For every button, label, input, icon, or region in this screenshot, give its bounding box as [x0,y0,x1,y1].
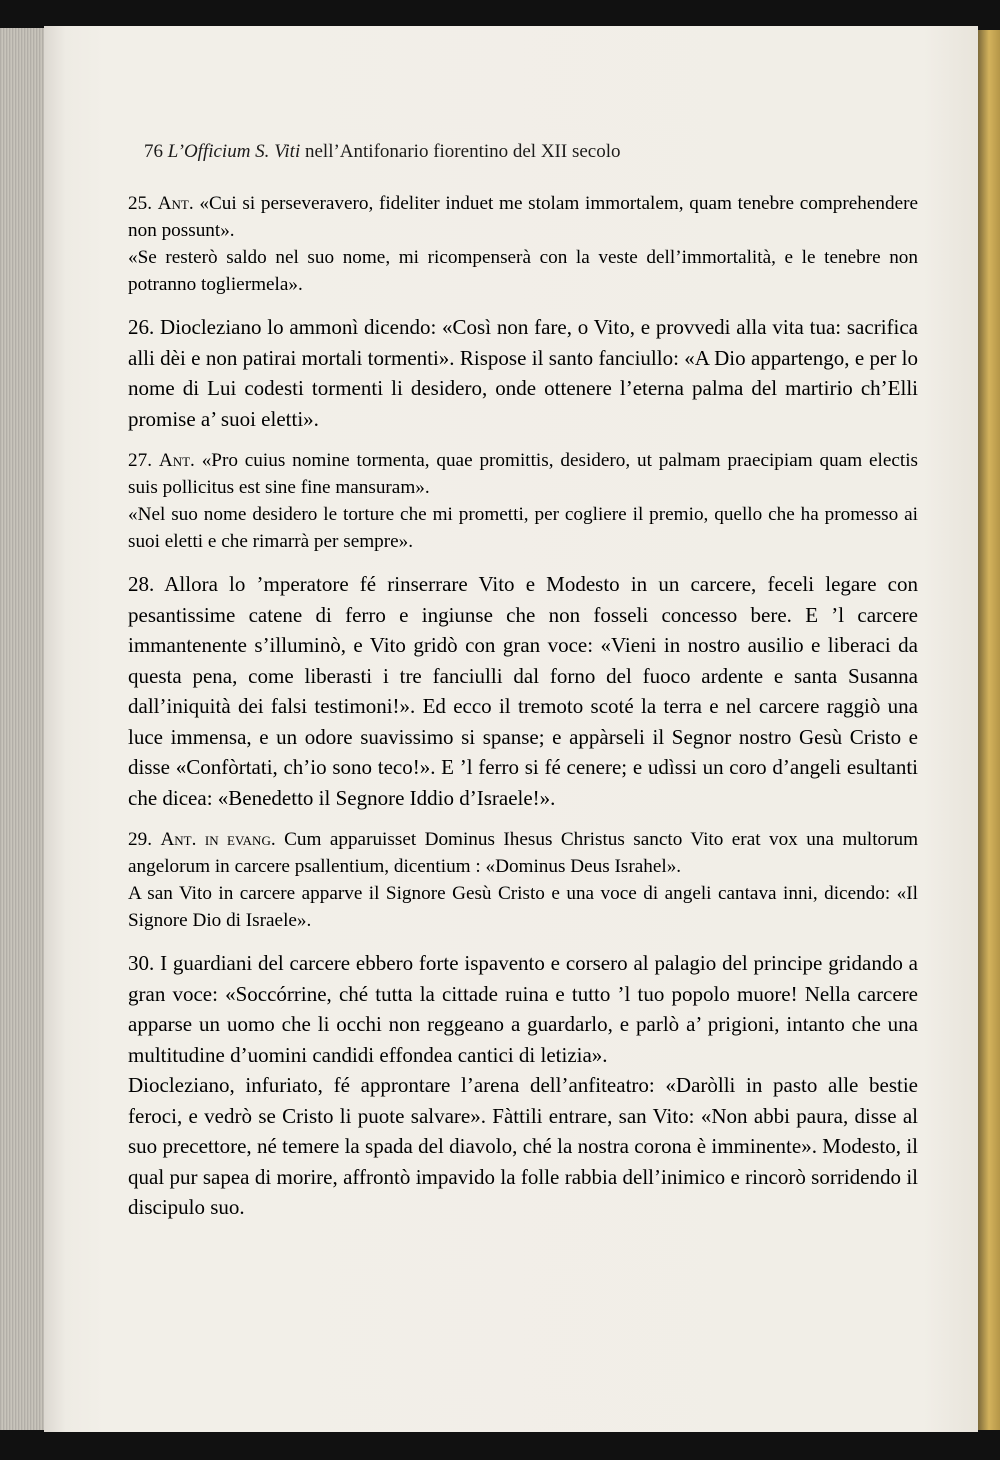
antiphon-27-italian: «Nel suo nome desidero le torture che mi prometti, per cogliere il premio, quello che ha promesso ai suoi eletti e che rimarrà per sempre». [128,504,918,552]
antiphon-25-italian: «Se resterò saldo nel suo nome, mi ricompenserà con la veste dell’immortalità, e le tenebre non potranno togliermela». [128,247,918,295]
antiphon-29-latin: 29. Ant. in evang. Cum apparuisset Dominus Ihesus Christus sancto Vito erat vox una multorum angelorum in carcere psallentium, dicentium : «Dominus Deus Israhel». [128,829,919,877]
antiphon-25-latin: 25. Ant. «Cui si perseveravero, fideliter induet me stolam immortalem, quam tenebre comprehendere non possunt». [128,193,919,241]
header-title-italic-1: L’Officium S. [167,141,270,162]
running-header [144,140,944,164]
page-content [128,190,918,1223]
header-title-italic-2: Viti [274,141,301,162]
header-title-rest: nell’Antifonario fiorentino del XII secolo [304,141,621,162]
paragraph-26: 26. Diocleziano lo ammonì dicendo: «Così non fare, o Vito, e provvedi alla vita tua: sacrifica alli dèi e non patirai mortali tormenti». Rispose il santo fanciullo: «A Dio appartengo, e per lo nome di Lui codesti tormenti li desidero, onde ottenere l’eterna palma del martirio ch’Elli promise a’ suoi eletti». [128,315,918,431]
antiphon-29-italian: A san Vito in carcere apparve il Signore Gesù Cristo e una voce di angeli cantava inni, dicendo: «Il Signore Dio di Israele». [128,883,918,931]
antiphon-27-latin: 27. Ant. «Pro cuius nomine tormenta, quae promittis, desidero, ut palmam praecipiam quam electis suis pollicitus est sine fine mansuram». [128,450,919,498]
facing-page-edge [978,30,1000,1430]
page-number: 76 [144,141,163,162]
paragraph-30-continuation: Diocleziano, infuriato, fé approntare l’arena dell’anfiteatro: «Daròlli in pasto alle bestie feroci, e vedrò se Cristo li puote salvare». Fàttili entrare, san Vito: «Non abbi paura, disse al suo precettore, né temere la spada del diavolo, ché la nostra corona è imminente». Modesto, il qual pur sapea di morire, affrontò impavido la folle rabbia dell’inimico e rincorò sorridendo il discipulo suo. [128,1073,918,1219]
paragraph-30: 30. I guardiani del carcere ebbero forte ispavento e corsero al palagio del principe gridando a gran voce: «Soccórrine, ché tutta la cittade ruina e tutto ’l tuo popolo muore! Nella carcere apparse un uomo che li occhi non reggeano a guardarlo, e parlò a’ prigioni, intanto che una multitudine d’uomini candidi effondea cantici di letizia». [128,951,918,1067]
paragraph-28: 28. Allora lo ’mperatore fé rinserrare Vito e Modesto in un carcere, feceli legare con pesantissime catene di ferro e ingiunse che non fosseli concesso bere. E ’l carcere immantenente s’illuminò, e Vito gridò con gran voce: «Vieni in nostro ausilio e liberaci da questa pena, come liberasti i tre fanciulli dal forno del fuoco ardente e santa Susanna dall’iniquità dei falsi testimoni!». Ed ecco il tremoto scoté la terra e nel carcere raggiò una luce immensa, e un odore suavissimo si spanse; e appàrseli il Segnor nostro Gesù Cristo e disse «Confòrtati, ch’io sono teco!». E ’l ferro si fé cenere; e udìssi un coro d’angeli esultanti che dicea: «Benedetto il Segnore Iddio d’Israele!». [128,572,918,810]
page-stack-edge [0,28,48,1430]
